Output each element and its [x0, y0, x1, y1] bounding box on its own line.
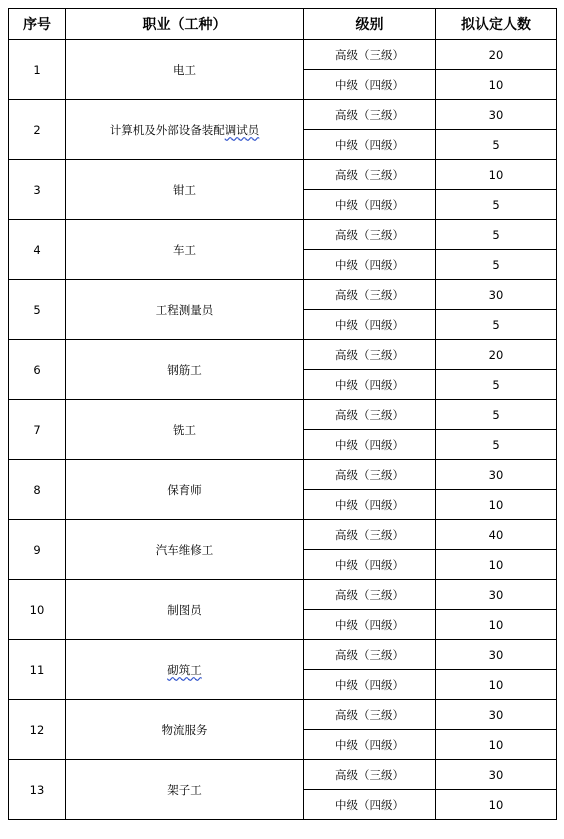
level-cell: 中级（四级） — [304, 130, 436, 160]
seq-cell: 4 — [9, 220, 66, 280]
table-row — [9, 580, 557, 610]
header-occupation: 职业（工种） — [66, 9, 304, 40]
header-count: 拟认定人数 — [436, 9, 557, 40]
level-cell: 中级（四级） — [304, 70, 436, 100]
level-cell: 高级（三级） — [304, 220, 436, 250]
level-cell: 高级（三级） — [304, 580, 436, 610]
level-cell: 高级（三级） — [304, 400, 436, 430]
count-cell: 5 — [436, 190, 557, 220]
seq-cell: 9 — [9, 520, 66, 580]
level-cell: 中级（四级） — [304, 370, 436, 400]
count-cell: 30 — [436, 280, 557, 310]
certification-table — [8, 8, 557, 820]
seq-cell: 7 — [9, 400, 66, 460]
level-cell: 中级（四级） — [304, 490, 436, 520]
table-row — [9, 40, 557, 70]
occupation-cell — [66, 220, 304, 280]
count-cell: 10 — [436, 550, 557, 580]
table-row — [9, 160, 557, 190]
occupation-cell — [66, 340, 304, 400]
occupation-text: 物流服务 — [161, 722, 208, 737]
seq-cell: 13 — [9, 760, 66, 820]
count-cell: 10 — [436, 670, 557, 700]
occupation-text: 保育师 — [167, 482, 202, 497]
count-cell: 5 — [436, 220, 557, 250]
seq-cell: 8 — [9, 460, 66, 520]
occupation-text: 钳工 — [173, 182, 196, 197]
seq-cell: 12 — [9, 700, 66, 760]
count-cell: 5 — [436, 310, 557, 340]
occupation-cell — [66, 520, 304, 580]
table-row — [9, 280, 557, 310]
level-cell: 高级（三级） — [304, 100, 436, 130]
table-row — [9, 340, 557, 370]
count-cell: 30 — [436, 580, 557, 610]
count-cell: 5 — [436, 430, 557, 460]
level-cell: 中级（四级） — [304, 790, 436, 820]
count-cell: 30 — [436, 700, 557, 730]
occupation-text: 工程测量员 — [155, 302, 214, 317]
seq-cell: 6 — [9, 340, 66, 400]
occupation-cell — [66, 760, 304, 820]
count-cell: 10 — [436, 730, 557, 760]
seq-cell: 1 — [9, 40, 66, 100]
level-cell: 高级（三级） — [304, 460, 436, 490]
seq-cell: 11 — [9, 640, 66, 700]
level-cell: 高级（三级） — [304, 160, 436, 190]
occupation-cell — [66, 400, 304, 460]
occupation-cell — [66, 640, 304, 700]
table-row — [9, 400, 557, 430]
seq-cell: 3 — [9, 160, 66, 220]
level-cell: 中级（四级） — [304, 730, 436, 760]
level-cell: 中级（四级） — [304, 670, 436, 700]
occupation-text: 计算机及外部设备装配 — [109, 122, 225, 137]
table-row — [9, 460, 557, 490]
occupation-text: 调试员 — [224, 122, 260, 137]
occupation-cell — [66, 40, 304, 100]
count-cell: 10 — [436, 790, 557, 820]
level-cell: 中级（四级） — [304, 430, 436, 460]
occupation-cell — [66, 460, 304, 520]
level-cell: 高级（三级） — [304, 760, 436, 790]
table-row — [9, 520, 557, 550]
count-cell: 30 — [436, 640, 557, 670]
count-cell: 10 — [436, 160, 557, 190]
count-cell: 30 — [436, 100, 557, 130]
level-cell: 中级（四级） — [304, 310, 436, 340]
header-level: 级别 — [304, 9, 436, 40]
count-cell: 5 — [436, 250, 557, 280]
count-cell: 10 — [436, 70, 557, 100]
seq-cell: 2 — [9, 100, 66, 160]
occupation-text: 制图员 — [167, 602, 202, 617]
occupation-text: 车工 — [173, 242, 196, 257]
occupation-cell — [66, 160, 304, 220]
seq-cell: 5 — [9, 280, 66, 340]
level-cell: 高级（三级） — [304, 280, 436, 310]
count-cell: 5 — [436, 370, 557, 400]
level-cell: 高级（三级） — [304, 520, 436, 550]
occupation-text: 钢筋工 — [167, 362, 202, 377]
occupation-cell — [66, 280, 304, 340]
count-cell: 5 — [436, 130, 557, 160]
occupation-text: 砌筑工 — [167, 662, 202, 677]
table-row — [9, 100, 557, 130]
count-cell: 20 — [436, 340, 557, 370]
level-cell: 中级（四级） — [304, 550, 436, 580]
occupation-text: 架子工 — [167, 782, 202, 797]
table-row — [9, 760, 557, 790]
level-cell: 高级（三级） — [304, 700, 436, 730]
count-cell: 20 — [436, 40, 557, 70]
table-row — [9, 640, 557, 670]
table-body — [9, 40, 557, 820]
table-row — [9, 220, 557, 250]
count-cell: 10 — [436, 490, 557, 520]
occupation-cell — [66, 700, 304, 760]
header-seq: 序号 — [9, 9, 66, 40]
level-cell: 中级（四级） — [304, 610, 436, 640]
table-row — [9, 700, 557, 730]
count-cell: 30 — [436, 460, 557, 490]
level-cell: 高级（三级） — [304, 340, 436, 370]
occupation-cell — [66, 580, 304, 640]
occupation-text: 电工 — [173, 62, 196, 77]
level-cell: 中级（四级） — [304, 250, 436, 280]
level-cell: 高级（三级） — [304, 640, 436, 670]
occupation-text: 铣工 — [173, 422, 196, 437]
count-cell: 10 — [436, 610, 557, 640]
level-cell: 高级（三级） — [304, 40, 436, 70]
count-cell: 40 — [436, 520, 557, 550]
level-cell: 中级（四级） — [304, 190, 436, 220]
occupation-cell — [66, 100, 304, 160]
seq-cell: 10 — [9, 580, 66, 640]
occupation-text: 汽车维修工 — [155, 542, 214, 557]
header-row — [9, 9, 557, 40]
count-cell: 30 — [436, 760, 557, 790]
count-cell: 5 — [436, 400, 557, 430]
